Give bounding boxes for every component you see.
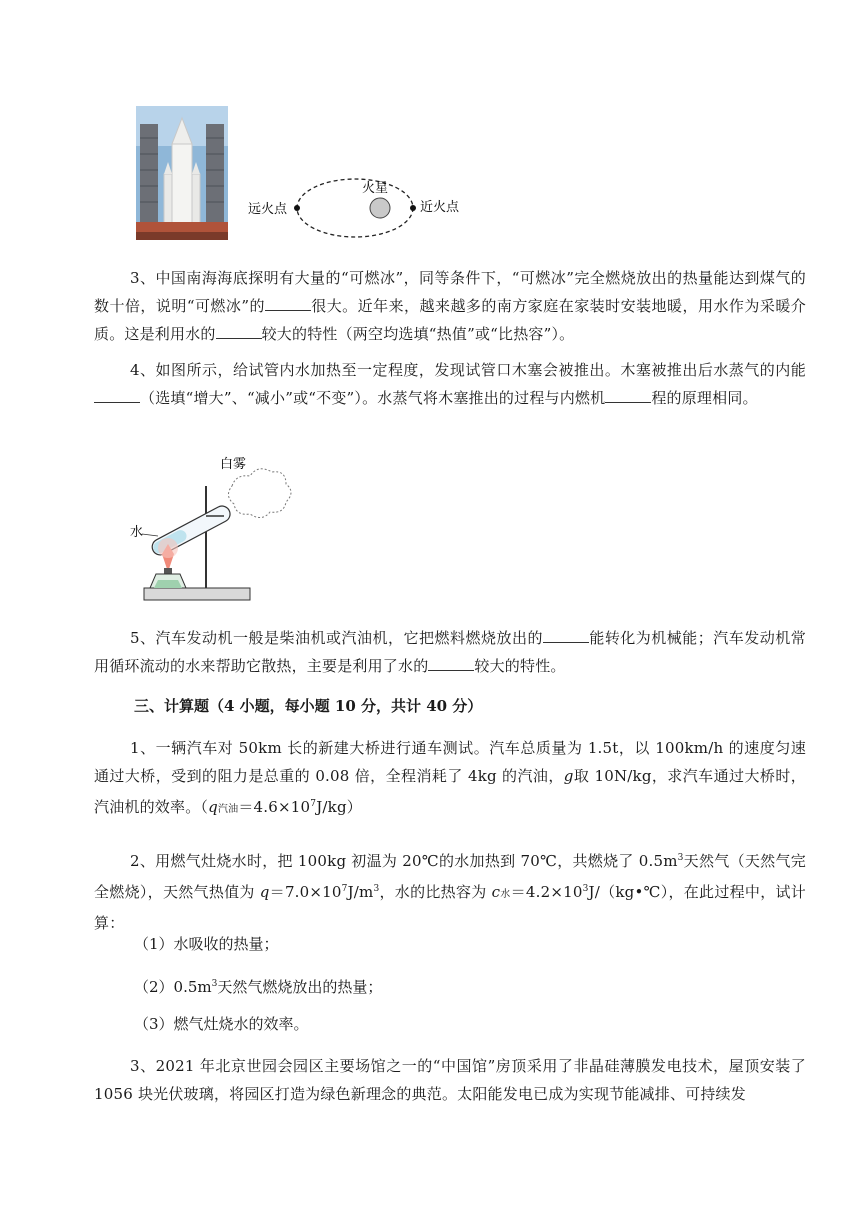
mars-label: 火星 — [362, 181, 389, 196]
near-point-label: 近火点 — [420, 200, 460, 215]
answer-blank — [216, 320, 262, 339]
far-point-label: 远火点 — [248, 202, 288, 217]
calc-question-2: 2、用燃气灶烧水时，把 100kg 初温为 20℃的水加热到 70℃，共燃烧了 $0.5m^3$天然气（天然气完全燃烧），天然气热值为 $q=7.0\times 10^7J/m^3$，水的比热容为 c水$=4.2\times 10^3J/(kg•℃)$，在此过程中，试计算： — [94, 852, 806, 932]
mist-cloud — [228, 469, 291, 518]
stand-base — [144, 588, 250, 600]
near-point-dot — [410, 205, 416, 211]
answer-blank — [428, 652, 474, 671]
far-point-dot — [294, 205, 300, 211]
calc-question-3: 3、2021 年北京世园会园区主要场馆之一的“中国馆”房顶采用了非晶硅薄膜发电技术，屋顶安装了 1056 块光伏玻璃，将园区打造为绿色新理念的典范。太阳能发电已成为实现节能减排、可持续发 — [94, 1057, 806, 1103]
mist-label: 白雾 — [220, 457, 247, 472]
answer-blank — [94, 384, 140, 403]
section-heading: 三、计算题（4 小题，每小题 10 分，共计 40 分） — [134, 697, 483, 715]
mars-planet — [370, 198, 390, 218]
test-tube-figure — [128, 452, 298, 608]
rocket-orbit-figure — [134, 104, 474, 244]
sub-question-3: （3）燃气灶烧水的效率。 — [134, 1015, 309, 1033]
question-5: 5、汽车发动机一般是柴油机或汽油机，它把燃料燃烧放出的 能转化为机械能；汽车发动机常用循环流动的水来帮助它散热，主要是利用了水的 较大的特性。 — [94, 624, 806, 680]
answer-blank — [605, 384, 651, 403]
answer-blank — [543, 624, 589, 643]
calc-question-1: 1、一辆汽车对 50km 长的新建大桥进行通车测试。汽车总质量为 1.5t，以 100km/h 的速度匀速通过大桥，受到的阻力是总重的 0.08 倍，全程消耗了 4kg 的汽油，g取 10N/kg，求汽车通过大桥时，汽油机的效率。（q汽油$=4.6\times 10^7J/kg$） — [94, 739, 806, 816]
water-label: 水 — [130, 525, 144, 540]
question-3: 3、中国南海海底探明有大量的“可燃冰”，同等条件下，“可燃冰”完全燃烧放出的热量能达到煤气的数十倍，说明“可燃冰”的 很大。近年来，越来越多的南方家庭在家装时安装地暖，用水作为采暖介质。这是利用水的 较大的特性（两空均选填“热值”或“比热容”）。 — [94, 269, 806, 343]
alcohol-lamp — [150, 568, 186, 588]
rocket-launch-photo — [136, 106, 228, 240]
answer-blank — [265, 292, 311, 311]
sub-question-1: （1）水吸收的热量； — [134, 935, 279, 953]
sub-question-2: $(2)0.5m^3$天然气燃烧放出的热量； — [134, 978, 383, 996]
question-4: 4、如图所示，给试管内水加热至一定程度，发现试管口木塞会被推出。木塞被推出后水蒸气的内能（选填“增大”、“减小”或“不变”）。水蒸气将木塞推出的过程与内燃机 程的原理相同。 — [94, 356, 806, 412]
orbit-ellipse — [297, 179, 413, 237]
